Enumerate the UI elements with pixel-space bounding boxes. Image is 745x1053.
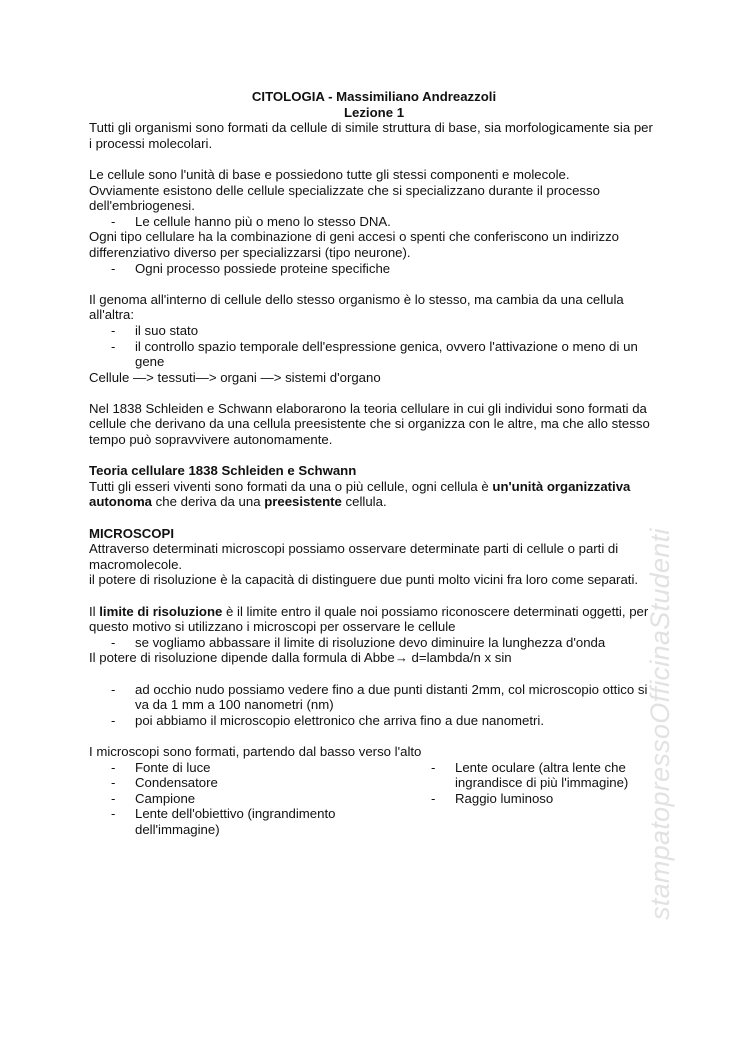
- list-item-text: Le cellule hanno più o meno lo stesso DNA.: [135, 213, 391, 229]
- list-item-text: poi abbiamo il microscopio elettronico che arriva fino a due nanometri.: [135, 712, 545, 728]
- list-item: - Condensatore: [111, 775, 218, 791]
- paragraph-microscopes: Attraverso determinati microscopi possiamo osservare determinate parti di cellule o parti di macromolecole.: [89, 541, 619, 572]
- paragraph-genome: Il genoma all'interno di cellule dello stesso organismo è lo stesso, ma cambia da una cellula all'altra:: [89, 291, 624, 323]
- paragraph-resolution-power: il potere di risoluzione è la capacità di distinguere due punti molto vicini fra loro come separati.: [89, 572, 639, 588]
- paragraph-specialized: Ovviamente esistono delle cellule specializzate che si specializzano durante il processo dell'embriogenesi.: [89, 182, 600, 214]
- list-item: - se vogliamo abbassare il limite di risoluzione devo diminuire la lunghezza d'onda: [111, 634, 606, 650]
- watermark-text: stampatopressoOfficinaStudenti: [645, 528, 675, 920]
- microscope-parts-left: [89, 760, 389, 838]
- list-item-text: Ogni processo possiede proteine specifiche: [135, 260, 391, 276]
- paragraph-hierarchy: Cellule —> tessuti—> organi —> sistemi d'organo: [89, 369, 381, 385]
- list-item: - ad occhio nudo possiamo vedere fino a due punti distanti 2mm, col microscopio ottico si va da 1 mm a 100 nanometri (nm): [111, 681, 648, 713]
- list-item: - il controllo spazio temporale dell'espressione genica, ovvero l'attivazione o meno di un gene: [111, 338, 638, 370]
- paragraph-resolution-limit: Il limite di risoluzione è il limite entro il quale noi possiamo riconoscere determinati oggetti, per questo motivo si utilizzano i microscopi per osservare le cellule: [89, 603, 649, 635]
- section-heading-teoria: Teoria cellulare 1838 Schleiden e Schwann: [89, 463, 357, 479]
- document-page: [89, 89, 659, 838]
- paragraph-theory: Tutti gli esseri viventi sono formati da una o più cellule, ogni cellula è un'unità organizzativa autonoma che deriva da una preesistente cellula.: [89, 478, 631, 510]
- list-item: - Raggio luminoso: [431, 790, 554, 806]
- microscope-parts-right: [409, 760, 659, 807]
- microscope-parts: [89, 760, 659, 838]
- paragraph-intro: Tutti gli organismi sono formati da cellule di simile struttura di base, sia morfologicamente sia per i processi molecolari.: [89, 120, 653, 151]
- paragraph-genes: Ogni tipo cellulare ha la combinazione di geni accesi o spenti che conferiscono un indirizzo differenziativo diverso per specializzarsi (tipo neurone).: [89, 229, 620, 260]
- paragraph-history: Nel 1838 Schleiden e Schwann elaborarono la teoria cellulare in cui gli individui sono formati da cellule che derivano da una cellula preesistente che si organizza con le altre, ma che allo stesso tempo può sopravvivere autonomamente.: [89, 400, 650, 448]
- list-item: - Lente dell'obiettivo (ingrandimento dell'immagine): [111, 806, 336, 837]
- list-item: - poi abbiamo il microscopio elettronico che arriva fino a due nanometri.: [111, 712, 545, 728]
- section-heading-microscopi: MICROSCOPI: [89, 525, 174, 541]
- list-item: - Ogni processo possiede proteine specifiche: [111, 260, 391, 276]
- list-item-text: se vogliamo abbassare il limite di risoluzione devo diminuire la lunghezza d'onda: [135, 634, 606, 650]
- list-item: - Campione: [111, 790, 196, 806]
- paragraph-components: I microscopi sono formati, partendo dal basso verso l'alto: [89, 743, 422, 759]
- list-item: - Lente oculare (altra lente che ingrandisce di più l'immagine): [431, 759, 629, 791]
- list-item: - il suo stato: [111, 322, 199, 338]
- list-item: - Le cellule hanno più o meno lo stesso DNA.: [111, 213, 391, 229]
- list-item: - Fonte di luce: [111, 759, 211, 775]
- list-item-text: ad occhio nudo possiamo vedere fino a due punti distanti 2mm, col microscopio ottico si va da 1 mm a 100 nanometri (nm): [135, 681, 648, 713]
- list-item-text: il controllo spazio temporale dell'espressione genica, ovvero l'attivazione o meno di un gene: [135, 338, 638, 370]
- document-title: CITOLOGIA - Massimiliano Andreazzoli: [251, 89, 497, 104]
- paragraph-abbe: Il potere di risoluzione dipende dalla formula di Abbe→ d=lambda/n x sin: [89, 650, 512, 666]
- paragraph-unit: Le cellule sono l'unità di base e possiedono tutte gli stessi componenti e molecole.: [89, 166, 570, 182]
- list-item-text: il suo stato: [135, 322, 199, 338]
- lesson-label: Lezione 1: [343, 104, 405, 120]
